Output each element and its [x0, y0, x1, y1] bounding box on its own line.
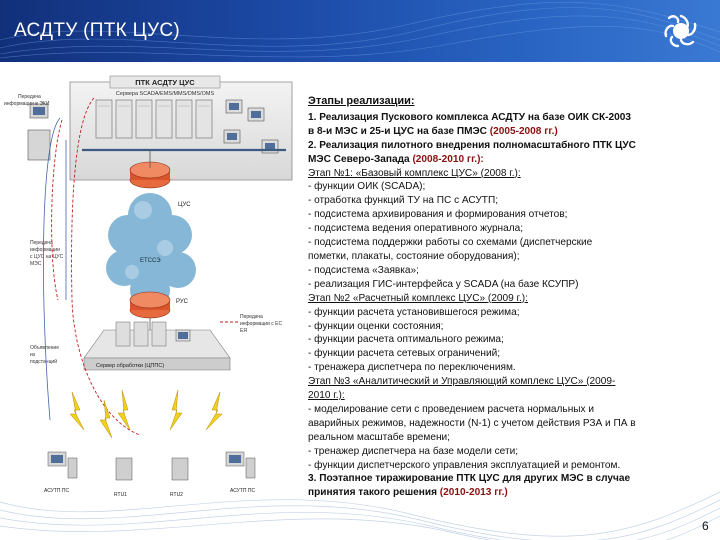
stages-heading: Этапы реализации:	[308, 95, 415, 107]
ptk-title: ПТК АСДТУ ЦУС	[135, 78, 195, 87]
stage-line	[308, 459, 706, 473]
ptk-subtitle: Сервера SCADA/EMS/MMS/DMS/OMS	[115, 91, 215, 97]
stage-line	[308, 472, 706, 486]
stage-line-text: Этап №2 «Расчетный комплекс ЦУС» (2009 г.):	[308, 292, 528, 304]
stage-line-text: - подсистема ведения оперативного журнала;	[308, 223, 524, 235]
stage-line	[308, 264, 706, 278]
stage-line	[308, 208, 706, 222]
server-label: Сервер обработки (ЦППС)	[96, 363, 165, 369]
header-bar	[0, 0, 720, 62]
stage-line	[308, 417, 706, 431]
stage-line	[308, 292, 706, 306]
stage-line	[308, 125, 706, 139]
rus-label: РУС	[176, 299, 189, 305]
stage-line-text: - подсистема «Заявка»;	[308, 264, 419, 276]
stage-line-text: - функции расчета оптимального режима;	[308, 334, 504, 346]
rus-router-icon	[130, 292, 170, 318]
stage-line	[308, 389, 706, 403]
stage-line-text: - функции диспетчерского управления эксплуатацией и ремонтом.	[308, 459, 621, 471]
stage-line	[308, 347, 706, 361]
stage-line-text: - тренажер диспетчера на базе модели сети;	[308, 445, 519, 457]
stage-line-text: - функции оценки состояния;	[308, 320, 444, 332]
stage-line-period: (2005-2008 гг.)	[489, 125, 558, 137]
stage-line	[308, 111, 706, 125]
stage-line	[308, 333, 706, 347]
stage-line	[308, 250, 706, 264]
ps-label-3: RTU2	[170, 492, 183, 498]
stage-line-text: аварийных режимов, надежности (N-1) с учетом действия РЗА и ПА в	[308, 417, 636, 429]
stage-line-text: - реализация ГИС-интерфейса у SCADA (на базе КСУПР)	[308, 278, 579, 290]
stage-line	[308, 375, 706, 389]
left-label-1: Передача информации в ЭКИ	[4, 94, 50, 107]
stage-line-text: - функции ОИК (SCADA);	[308, 181, 426, 193]
stage-line	[308, 445, 706, 459]
stage-line	[308, 431, 706, 445]
etssd-label: ЕТССЭ	[140, 258, 161, 264]
stage-line	[308, 139, 706, 153]
stage-line-text: - моделирование сети с проведением расчета нормальных и	[308, 403, 595, 415]
page-number: 6	[702, 519, 709, 533]
stage-line-text: - функции расчета установившегося режима;	[308, 306, 520, 318]
substation-icons	[48, 452, 255, 480]
ps-label-4: АСУТП ПС	[230, 488, 256, 494]
stage-line	[308, 278, 706, 292]
stage-line-text: 1. Реализация Пускового комплекса АСДТУ на базе ОИК СК-2003	[308, 111, 631, 123]
stage-line-text: 2. Реализация пилотного внедрения полномасштабного ПТК ЦУС	[308, 139, 636, 151]
left-label-3: Объявление из подстанций	[30, 345, 59, 365]
ps-label-2: RTU1	[114, 492, 127, 498]
stage-line-text: - подсистема архивирования и формирования отчетов;	[308, 209, 568, 221]
left-label-2: Передача информации с ЦУС на ЦУС МЭС	[30, 240, 64, 267]
stage-line	[308, 361, 706, 375]
stage-line	[308, 153, 706, 167]
implementation-stages-text	[308, 95, 706, 500]
stage-line	[308, 167, 706, 181]
stages-lines	[308, 111, 706, 500]
stage-line-text: МЭС Северо-Запада	[308, 153, 413, 165]
stage-line	[308, 194, 706, 208]
right-label: Передача информации с ЕС ЕЯ	[240, 314, 283, 334]
ps-label-1: АСУТП ПС	[44, 488, 70, 494]
stage-line-text: 3. Поэтапное тиражирование ПТК ЦУС для других МЭС в случае	[308, 473, 631, 485]
stage-line	[308, 486, 706, 500]
stage-line-period: (2008-2010 гг.):	[412, 153, 484, 165]
stage-line	[308, 180, 706, 194]
stage-line-text: 2010 г.):	[308, 390, 345, 402]
left-computer-icons	[28, 104, 50, 160]
stage-line	[308, 320, 706, 334]
stage-line-text: принятия такого решения	[308, 487, 440, 499]
page-title: АСДТУ (ПТК ЦУС)	[14, 20, 180, 41]
stage-line	[308, 222, 706, 236]
stage-line-text: в 8-и МЭС и 25-и ЦУС на базе ПМЭС	[308, 125, 490, 137]
company-logo-icon	[654, 4, 708, 58]
stage-line	[308, 236, 706, 250]
blue-links	[43, 118, 66, 420]
architecture-diagram	[0, 62, 305, 540]
cus-label: ЦУС	[178, 202, 191, 208]
stage-line	[308, 403, 706, 417]
lightning-icons	[70, 390, 222, 438]
stage-line-period: (2010-2013 гг.)	[439, 487, 508, 499]
stage-line-text: - тренажера диспетчера по переключениям.	[308, 362, 516, 374]
stage-line-text: - подсистема поддержки работы со схемами (диспетчерские	[308, 237, 593, 249]
stage-line-text: - функции расчета сетевых ограничений;	[308, 348, 501, 360]
stage-line-text: - отработка функций ТУ на ПС с АСУТП;	[308, 195, 499, 207]
stage-line-text: пометки, плакаты, состояние оборудования);	[308, 250, 520, 262]
stage-line-text: Этап №3 «Аналитический и Управляющий комплекс ЦУС» (2009-	[308, 376, 616, 388]
stage-line-text: реальном масштабе времени;	[308, 431, 450, 443]
stage-line-text: Этап №1: «Базовый комплекс ЦУС» (2008 г.):	[308, 167, 521, 179]
stage-line	[308, 306, 706, 320]
